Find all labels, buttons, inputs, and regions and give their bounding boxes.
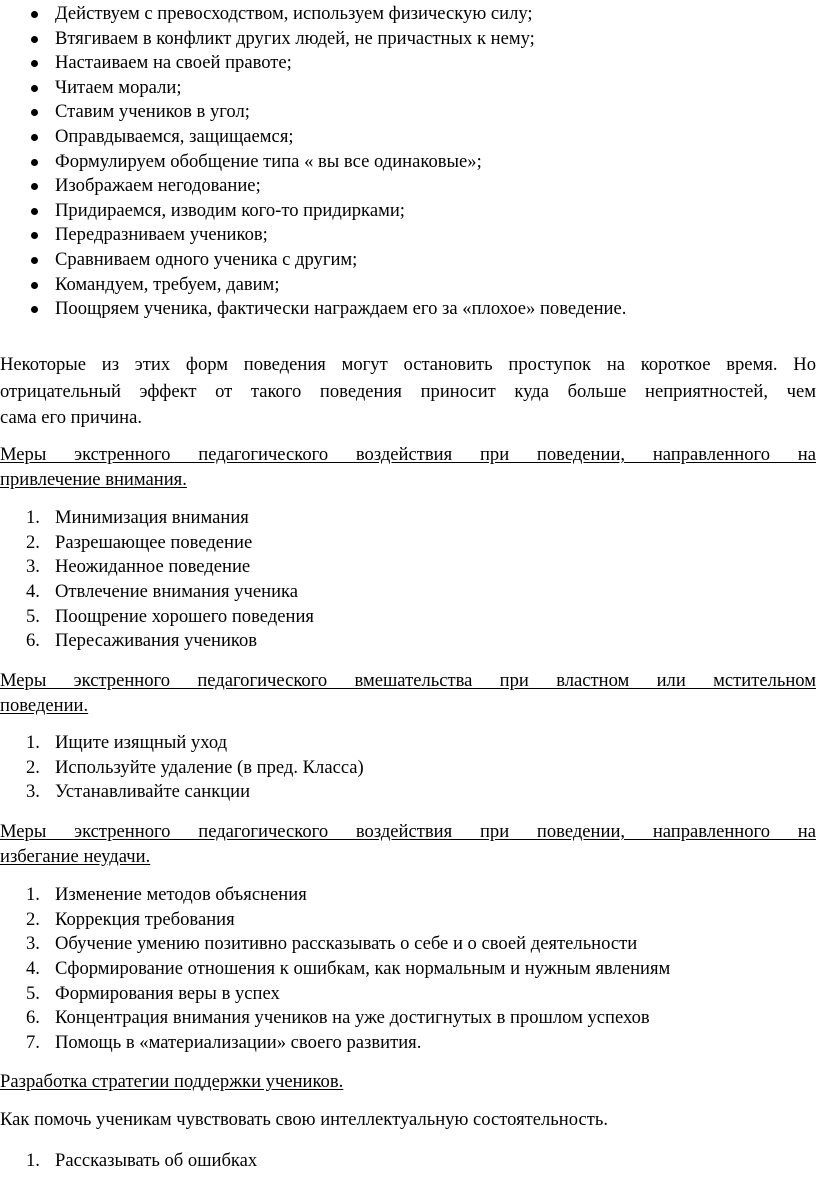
paragraph-line: Некоторые из этих форм поведения могут остановить проступок на короткое время. Но — [0, 354, 816, 375]
list-item: 3. Устанавливайте санкции — [26, 781, 251, 803]
list-item: 2. Используйте удаление (в пред. Класса) — [26, 756, 364, 778]
list-item: 3. Обучение умению позитивно рассказывать о себе и о своей деятельности — [26, 933, 638, 955]
numbered-list — [0, 731, 364, 805]
list-item: 4. Сформирование отношения к ошибкам, как нормальным и нужным явлениям — [26, 958, 671, 980]
section-heading: Меры экстренного педагогического воздействия при поведении, направленного на избегание неудачи. — [0, 821, 816, 867]
bullet-list — [0, 2, 626, 322]
section-heading: Разработка стратегии поддержки учеников. — [0, 1071, 344, 1092]
list-item: Командуем, требуем, давим; — [55, 273, 280, 295]
body-paragraph — [0, 352, 816, 432]
section-heading: Меры экстренного педагогического вмешательства при властном или мстительном поведении. — [0, 670, 816, 716]
numbered-list — [0, 506, 314, 654]
list-item: Оправдываемся, защищаемся; — [55, 125, 294, 147]
list-item: 5. Поощрение хорошего поведения — [26, 605, 314, 627]
list-item: 3. Неожиданное поведение — [26, 556, 251, 578]
list-item: 6. Концентрация внимания учеников на уже достигнутых в прошлом успехов — [26, 1007, 650, 1029]
list-item: 5. Формирования веры в успех — [26, 982, 280, 1004]
list-item: Формулируем обобщение типа « вы все одинаковые»; — [55, 150, 482, 172]
list-item: Передразниваем учеников; — [55, 224, 268, 246]
list-item: 6. Пересаживания учеников — [26, 630, 258, 652]
list-item: Втягиваем в конфликт других людей, не причастных к нему; — [55, 27, 535, 49]
list-item: 1. Минимизация внимания — [26, 507, 249, 528]
section-heading: Меры экстренного педагогического воздействия при поведении, направленного на привлечение внимания. — [0, 444, 816, 490]
intro-text: Как помочь ученикам чувствовать свою интеллектуальную состоятельность. — [0, 1109, 608, 1130]
list-item: Настаиваем на своей правоте; — [55, 52, 292, 74]
list-item: Придираемся, изводим кого-то придирками; — [55, 199, 405, 221]
list-item: Поощряем ученика, фактически награждаем его за «плохое» поведение. — [55, 298, 627, 320]
paragraph-line: отрицательный эффект от такого поведения приносит куда больше неприятностей, чем — [0, 380, 816, 402]
numbered-list — [0, 883, 670, 1056]
list-item: Читаем морали; — [55, 76, 182, 98]
list-item: 1. Рассказывать об ошибках — [26, 1150, 258, 1171]
list-item: Ставим учеников в угол; — [55, 101, 250, 123]
list-item: 2. Разрешающее поведение — [26, 531, 253, 553]
list-item: 2. Коррекция требования — [26, 908, 235, 930]
paragraph-line: сама его причина. — [0, 407, 142, 428]
list-item: 1. Ищите изящный уход — [26, 732, 228, 753]
list-item: 7. Помощь в «материализации» своего развития. — [26, 1032, 422, 1054]
list-item: 4. Отвлечение внимания ученика — [26, 581, 299, 603]
numbered-list — [0, 1149, 257, 1174]
list-item: Сравниваем одного ученика с другим; — [55, 248, 358, 270]
list-item: Изображаем негодование; — [55, 175, 261, 197]
list-item: 1. Изменение методов объяснения — [26, 884, 307, 905]
list-item: Действуем с превосходством, используем физическую силу; — [55, 3, 533, 24]
